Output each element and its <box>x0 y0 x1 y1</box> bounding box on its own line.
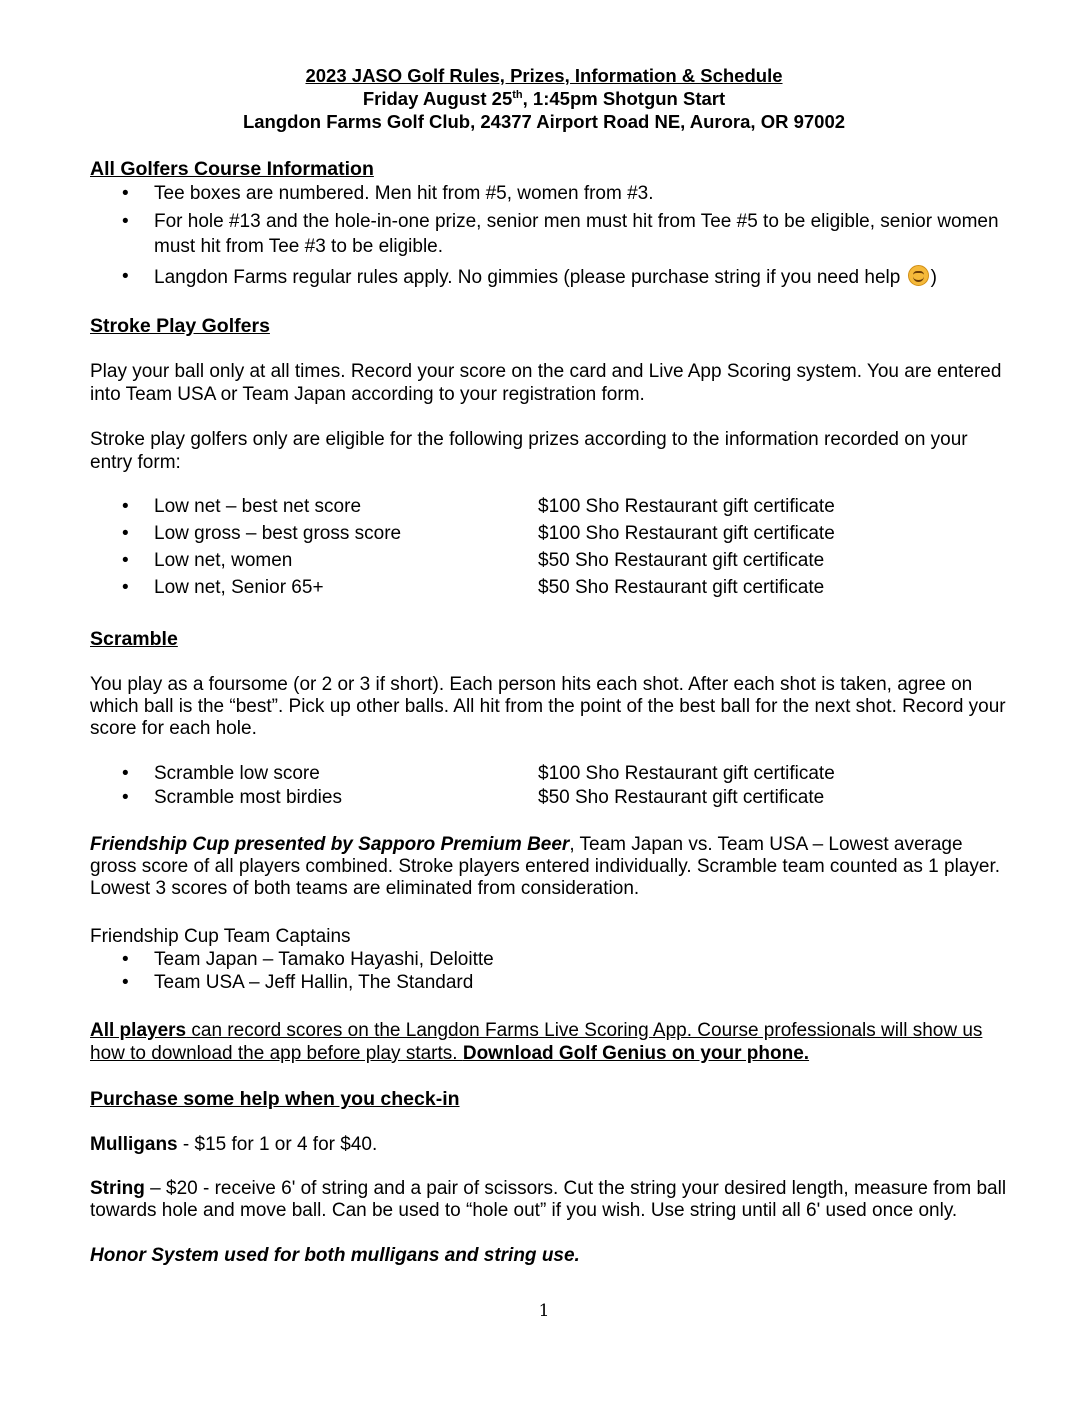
prize-value: $100 Sho Restaurant gift certificate <box>538 496 835 517</box>
list-item-end: ) <box>930 267 937 288</box>
prize-row <box>90 522 1010 545</box>
course-info-section <box>90 158 1010 289</box>
list-item: • Team Japan – Tamako Hayashi, Deloitte <box>90 948 1010 971</box>
document-title: 2023 JASO Golf Rules, Prizes, Information & Schedule <box>305 65 783 86</box>
prize-row <box>90 786 1010 809</box>
purchase-section <box>90 1088 1010 1267</box>
all-players-label: All players <box>90 1020 187 1041</box>
friendship-cup-paragraph <box>90 834 1010 900</box>
list-item <box>90 265 1010 289</box>
venue-address: Langdon Farms Golf Club, 24377 Airport Road NE, Aurora, OR 97002 <box>242 111 846 132</box>
all-players-paragraph <box>90 1019 1010 1065</box>
stroke-play-heading: Stroke Play Golfers <box>90 315 270 337</box>
friendship-cup-text: , Team Japan vs. Team USA – Lowest average gross score of all players combined. Stroke players entered individually. Scramble team counted as 1 player. Lowest 3 scores of both teams are eliminated from consideration. <box>90 834 1000 899</box>
document-header <box>0 64 1088 133</box>
list-item-text: Langdon Farms regular rules apply. No gimmies (please purchase string if you need help <box>154 267 901 288</box>
prize-value: $100 Sho Restaurant gift certificate <box>538 523 835 544</box>
prize-value: $50 Sho Restaurant gift certificate <box>538 787 825 808</box>
prize-row <box>90 549 1010 572</box>
prize-row <box>90 495 1010 518</box>
string-text: – $20 - receive 6' of string and a pair of scissors. Cut the string your desired length, measure from ball towards hole and move ball. Can be used to “hole out” if you wish. Use string until all 6' used once only. <box>90 1178 1007 1221</box>
stroke-prize-list <box>90 495 1010 599</box>
scramble-heading: Scramble <box>90 628 178 650</box>
string-paragraph <box>90 1178 1010 1222</box>
prize-label: Low net – best net score <box>154 496 362 517</box>
prize-value: $100 Sho Restaurant gift certificate <box>538 763 835 784</box>
course-info-list <box>90 182 1010 289</box>
list-item: • For hole #13 and the hole-in-one prize, senior men must hit from Tee #5 to be eligible, senior women must hit from Tee #3 to be eligible. <box>90 209 1010 259</box>
mulligans-text: - $15 for 1 or 4 for $40. <box>177 1134 378 1155</box>
prize-label: Low net, Senior 65+ <box>154 577 324 598</box>
prize-value: $50 Sho Restaurant gift certificate <box>538 550 825 571</box>
start-time: , 1:45pm Shotgun Start <box>522 88 726 109</box>
course-info-heading: All Golfers Course Information <box>90 158 374 180</box>
stroke-play-eligibility: Stroke play golfers only are eligible for the following prizes according to the information recorded on your entry form: <box>90 429 968 473</box>
download-golf-genius: Download Golf Genius on your phone. <box>462 1043 810 1064</box>
scramble-paragraph: You play as a foursome (or 2 or 3 if short). Each person hits each shot. After each shot is taken, agree on which ball is the “best”. Pick up other balls. All hit from the point of the best ball for the next shot. Record your score for each hole. <box>90 674 1006 739</box>
mulligans-paragraph <box>90 1133 1010 1156</box>
page-number: 1 <box>538 1301 550 1321</box>
captains-list <box>90 948 1010 994</box>
event-date: Friday August 25 <box>362 88 513 109</box>
stroke-play-section <box>90 315 1010 599</box>
captains-label: Friendship Cup Team Captains <box>90 926 351 947</box>
scramble-prize-list <box>90 762 1010 809</box>
purchase-heading: Purchase some help when you check-in <box>90 1088 460 1110</box>
prize-row <box>90 576 1010 599</box>
prize-label: Scramble low score <box>154 763 320 784</box>
friendship-cup-title: Friendship Cup presented by Sapporo Premium Beer <box>90 834 570 855</box>
list-item: • Team USA – Jeff Hallin, The Standard <box>90 971 1010 994</box>
event-date-line <box>0 87 1088 110</box>
smiley-icon <box>908 265 929 286</box>
mulligans-label: Mulligans <box>90 1134 178 1155</box>
all-players-note <box>90 1019 1010 1065</box>
friendship-cup-section <box>90 834 1010 900</box>
stroke-play-paragraph: Play your ball only at all times. Record your score on the card and Live App Scoring system. You are entered into Team USA or Team Japan according to your registration form. <box>90 361 1002 405</box>
list-item: • Tee boxes are numbered. Men hit from #5, women from #3. <box>90 182 1010 205</box>
honor-system-note: Honor System used for both mulligans and string use. <box>90 1245 580 1266</box>
prize-label: Low net, women <box>154 550 293 571</box>
captains-section <box>90 925 1010 994</box>
all-players-text: can record scores on the Langdon Farms Live Scoring App. Course professionals will show us how to download the app before play starts. <box>90 1020 983 1064</box>
prize-value: $50 Sho Restaurant gift certificate <box>538 577 825 598</box>
string-label: String <box>90 1178 145 1199</box>
prize-row <box>90 762 1010 785</box>
date-suffix: th <box>512 88 523 101</box>
prize-label: Low gross – best gross score <box>154 523 402 544</box>
scramble-section <box>90 628 1010 809</box>
prize-label: Scramble most birdies <box>154 787 342 808</box>
